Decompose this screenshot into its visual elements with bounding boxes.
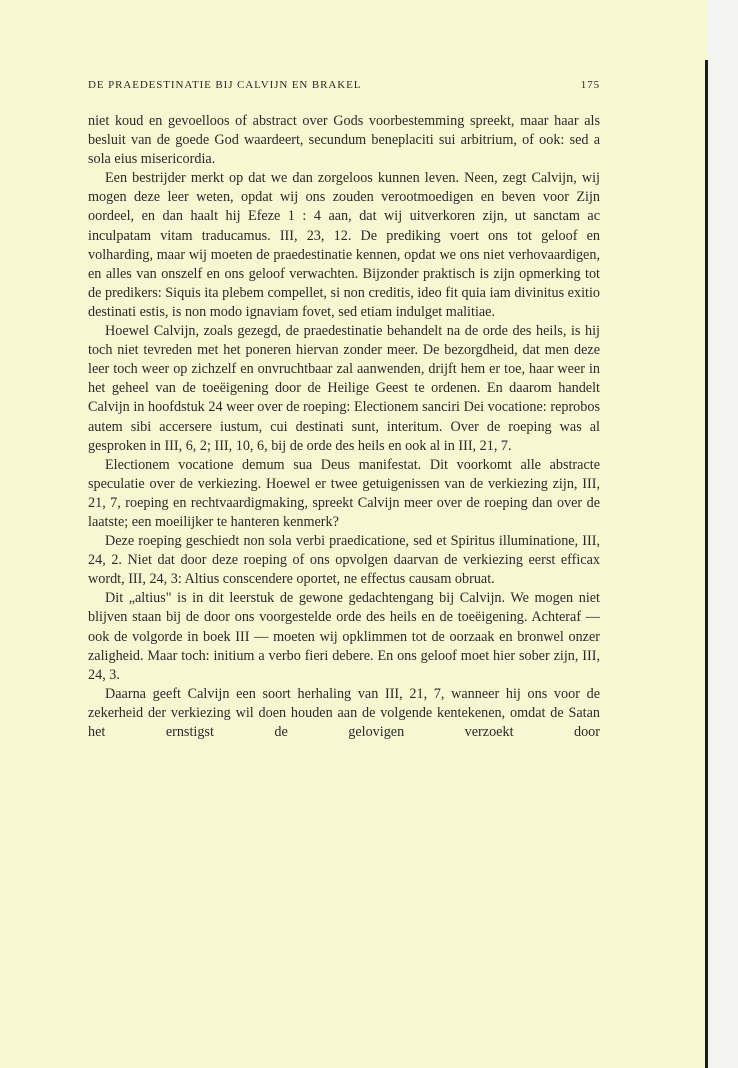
- running-header: [88, 79, 600, 95]
- running-title: DE PRAEDESTINATIE BIJ CALVIJN EN BRAKEL: [88, 79, 362, 91]
- body-text: [88, 112, 600, 742]
- paragraph-2: Een bestrijder merkt op dat we dan zorgeloos kunnen leven. Neen, zegt Calvijn, wij mogen deze leer weten, opdat wij ons zouden verootmoedigen en beven voor Zijn oordeel, en dan haalt hij Efeze 1 : 4 aan, dat wij uitverkoren zijn, ut sanctam ac inculpatam vitam traducamus. III, 23, 12. De prediking voert ons tot geloof en volharding, maar wij moeten de praedestinatie kennen, opdat we ons niet verhovaardigen, en alles van onszelf en ons geloof verwachten. Bijzonder praktisch is zijn opmerking tot de predikers: Siquis ita plebem compellet, si non creditis, ideo fit quia iam divinitus exitio destinati estis, is non modo ignaviam fovet, sed etiam indulget malitiae.: [88, 170, 600, 320]
- page-number: 175: [580, 79, 600, 91]
- paragraph-7: Daarna geeft Calvijn een soort herhaling van III, 21, 7, wanneer hij ons voor de zekerheid der verkiezing wil doen houden aan de volgende kentekenen, omdat de Satan het ernstigst de gelovigen verzoekt door: [88, 685, 600, 740]
- paragraph-1: niet koud en gevoelloos of abstract over Gods voorbestemming spreekt, maar haar als besluit van de goede God waardeert, secundum beneplaciti sui arbitrium, of ook: sed a sola eius misericordia.: [88, 113, 600, 168]
- page-edge-line: [705, 60, 708, 1068]
- paragraph-6: Dit „altius" is in dit leerstuk de gewone gedachtengang bij Calvijn. We mogen niet blijven staan bij de door ons voorgestelde orde des heils en de toeëigening. Achteraf — ook de volgorde in boek III — moeten wij opklimmen tot de oorzaak en bronwel onzer zaligheid. Maar toch: initium a verbo fieri debere. En ons geloof moet hier sober zijn, III, 24, 3.: [88, 590, 600, 683]
- paragraph-3: Hoewel Calvijn, zoals gezegd, de praedestinatie behandelt na de orde des heils, is hij toch niet tevreden met het poneren hiervan zonder meer. De bezorgdheid, dat men deze leer toch weer op zichzelf en onvruchtbaar zal aanwenden, drijft hem er toe, haar weer in het geheel van de toeëigening door de Heilige Geest te ordenen. En daarom handelt Calvijn in hoofdstuk 24 weer over de roeping: Electionem sanciri Dei vocatione: reprobos autem sibi accersere iustum, cui destinati sunt, interitum. Over de roeping was al gesproken in III, 6, 2; III, 10, 6, bij de orde des heils en ook al in III, 21, 7.: [88, 323, 600, 454]
- paragraph-5: Deze roeping geschiedt non sola verbi praedicatione, sed et Spiritus illuminatione, III, 24, 2. Niet dat door deze roeping of ons opvolgen daarvan de verkiezing eerst efficax wordt, III, 24, 3: Altius conscendere oportet, ne effectus causam obruat.: [88, 533, 600, 588]
- scan-margin: [707, 0, 738, 1068]
- paragraph-4: Electionem vocatione demum sua Deus manifestat. Dit voorkomt alle abstracte speculatie over de verkiezing. Hoewel er twee getuigenissen van de verkiezing zijn, III, 21, 7, roeping en rechtvaardigmaking, spreekt Calvijn meer over de roeping dan over de laatste; een moeilijker te hanteren kenmerk?: [88, 456, 600, 530]
